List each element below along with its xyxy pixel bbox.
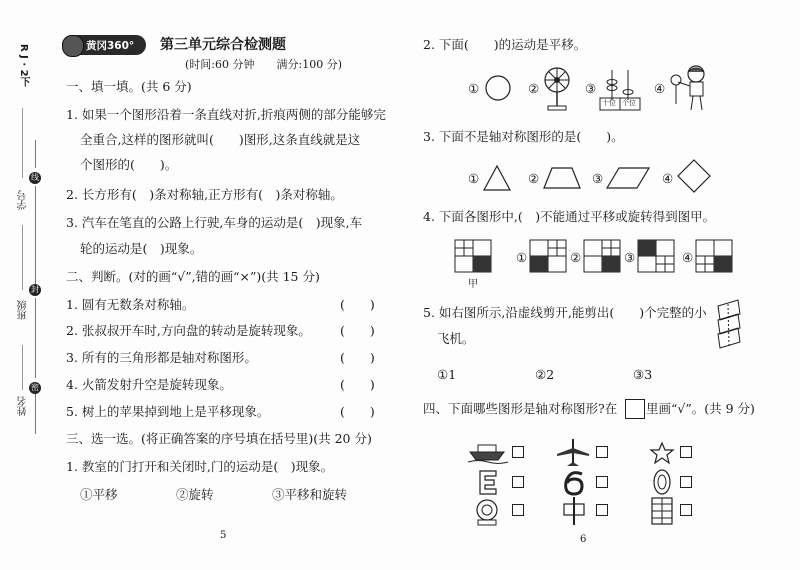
brand-logo-circle [62,35,84,57]
right-page-number: 6 [580,534,587,545]
choice-option-3: ③平移和旋转 [272,487,348,502]
judge-question-2: 2. 张叔叔开车时,方向盘的转动是旋转现象。 [66,323,311,338]
judge-question-3: 3. 所有的三角形都是轴对称图形。 [66,350,257,365]
fill-question-2: 2. 长方形有( )条对称轴,正方形有( )条对称轴。 [66,187,343,202]
fill-question-3-line-1: 3. 汽车在笔直的公路上行驶,车身的运动是( )现象,车 [66,215,363,230]
section-4-heading-box [625,399,645,419]
q4-option-2-label: ② [570,250,582,265]
seal-dot-3: 密 [31,383,39,392]
class-line [22,225,23,290]
parallelogram-figure [607,166,651,190]
boy-with-pinwheel-figure [668,64,712,112]
answer-checkbox-3[interactable] [680,446,692,458]
right-question-3: 3. 下面不是轴对称图形的是( )。 [423,129,624,144]
figure-jia-grid [455,240,495,274]
trapezoid-figure [543,166,583,190]
section-4-heading-end: 里画“√”。(共 9 分) [646,401,755,416]
triangle-figure [483,164,513,192]
rhombus-figure [677,159,713,195]
q5-option-2: ②2 [535,367,555,382]
figure-jia-label: 甲 [468,279,478,290]
section-1-heading: 一、填一填。(共 6 分) [66,79,192,94]
section-3-heading: 三、选一选。(将正确答案的序号填在括号里)(共 20 分) [66,431,372,446]
folded-paper-airplane-figure [716,300,742,348]
class-label: 班级 [18,300,29,320]
q3-option-4-label: ④ [662,171,674,186]
judge-question-4: 4. 火箭发射升空是旋转现象。 [66,377,232,392]
right-question-5-line-1: 5. 如右图所示,沿虚线剪开,能剪出( )个完整的小 [423,305,707,320]
judge-answer-paren-2[interactable]: ( ) [340,323,375,338]
choice-option-1: ①平移 [80,487,118,502]
q2-option-2-label: ② [528,81,540,96]
judge-answer-paren-3[interactable]: ( ) [340,350,375,365]
window-figure [650,496,674,526]
boat-figure [468,442,508,464]
q4-figure-2 [584,240,624,274]
q2-option-1-label: ① [468,81,480,96]
q4-figure-3 [638,240,678,274]
answer-checkbox-1[interactable] [512,446,524,458]
margin-line-low [35,298,36,378]
circle-figure [484,74,514,104]
margin-line-top [35,140,36,168]
section-4-heading-start: 四、下面哪些图形是轴对称图形?在 [423,401,618,416]
test-meta: (时间:60 分钟 满分:100 分) [185,58,342,71]
name-label: 姓名 [18,396,29,416]
zhong-character-figure [562,496,586,526]
judge-answer-paren-1[interactable]: ( ) [340,297,375,312]
judge-answer-paren-5[interactable]: ( ) [340,404,375,419]
student-id-label: 学号 [18,190,29,210]
q4-figure-1 [530,240,570,274]
answer-checkbox-6[interactable] [680,476,692,488]
q5-option-1: ①1 [437,367,457,382]
fill-question-1-line-1: 1. 如果一个图形沿着一条直线对折,折痕两侧的部分能够完 [66,107,386,122]
q4-figure-4 [696,240,736,274]
q4-option-4-label: ④ [682,250,694,265]
q2-option-4-label: ④ [654,81,666,96]
judge-question-1: 1. 圆有无数条对称轴。 [66,297,195,312]
answer-checkbox-5[interactable] [596,476,608,488]
abacus-ones-label: 个位 [622,99,636,107]
right-question-5-line-2: 飞机。 [437,331,475,346]
number-zero-figure [652,468,672,496]
star-figure [650,442,674,464]
fill-question-1-line-3: 个图形的( )。 [80,157,178,172]
q5-option-3: ③3 [633,367,653,382]
unit-test-title: 第三单元综合检测题 [160,37,286,53]
seal-dot-2: 封 [31,285,39,294]
airplane-figure [556,438,590,468]
margin-line-mid [35,186,36,286]
name-line [22,345,23,390]
judge-answer-paren-4[interactable]: ( ) [340,377,375,392]
brand-logo-text: 黄冈360° [86,40,135,52]
choice-question-1: 1. 教室的门打开和关闭时,门的运动是( )现象。 [66,459,334,474]
electric-fan-figure [542,66,576,112]
judge-question-5: 5. 树上的苹果掉到地上是平移现象。 [66,404,270,419]
right-question-2: 2. 下面( )的运动是平移。 [423,37,587,52]
right-question-4: 4. 下面各图形中,( )不能通过平移或旋转得到图甲。 [423,209,716,224]
answer-checkbox-7[interactable] [512,504,524,516]
emblem-figure [474,498,500,526]
fill-question-3-line-2: 轮的运动是( )现象。 [80,241,203,256]
seal-dot-1: 线 [31,173,39,182]
answer-checkbox-9[interactable] [680,504,692,516]
q3-option-3-label: ③ [592,171,604,186]
abacus-tens-label: 十位 [602,99,616,107]
letter-e-figure [478,470,498,496]
fill-question-1-line-2: 全重合,这样的图形就叫( )图形,这条直线就是这 [80,132,361,147]
left-page-number: 5 [220,530,227,541]
grade-label: R J · 2下 [18,44,29,87]
answer-checkbox-8[interactable] [596,504,608,516]
q4-option-3-label: ③ [624,250,636,265]
q3-option-2-label: ② [528,171,540,186]
q3-option-1-label: ① [468,171,480,186]
student-id-line [22,108,23,178]
answer-checkbox-2[interactable] [596,446,608,458]
choice-option-2: ②旋转 [176,487,214,502]
answer-checkbox-4[interactable] [512,476,524,488]
q2-option-3-label: ③ [585,81,597,96]
q4-option-1-label: ① [516,250,528,265]
section-2-heading: 二、判断。(对的画“√”,错的画“×”)(共 15 分) [66,269,320,284]
number-six-figure [562,470,586,496]
margin-line-bottom [35,394,36,434]
